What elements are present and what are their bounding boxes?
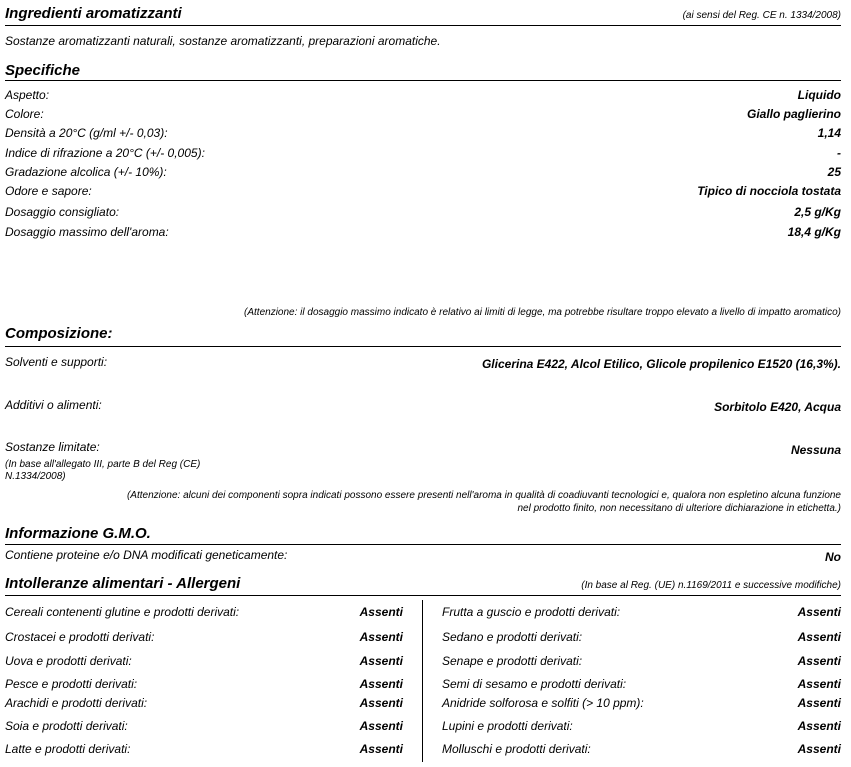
composizione-note-1: (Attenzione: alcuni dei componenti sopra indicati possono essere presenti nell'aroma in qualità di coadiuvanti tecnologici e, qualora non espletino alcuna funzione — [126, 490, 841, 501]
allergen-value-sesamo: Assenti — [797, 677, 841, 691]
spec-label-aspetto: Aspetto: — [5, 88, 50, 102]
spec-label-densita: Densità a 20°C (g/ml +/- 0,03): — [5, 126, 168, 140]
spec-label-odore: Odore e sapore: — [5, 184, 92, 198]
divider — [5, 25, 841, 26]
allergen-value-frutta-guscio: Assenti — [797, 605, 841, 619]
allergen-label-uova: Uova e prodotti derivati: — [5, 654, 132, 668]
allergen-value-pesce: Assenti — [359, 677, 403, 691]
spec-value-dosaggio-massimo: 18,4 g/Kg — [787, 225, 841, 239]
solventi-value: Glicerina E422, Alcol Etilico, Glicole propilenico E1520 (16,3%). — [481, 357, 841, 371]
allergen-label-lupini: Lupini e prodotti derivati: — [442, 719, 573, 733]
dosaggio-note: (Attenzione: il dosaggio massimo indicato è relativo ai limiti di legge, ma potrebbe risultare troppo elevato a livello di impatto aromatico) — [244, 307, 841, 318]
allergen-value-uova: Assenti — [359, 654, 403, 668]
spec-label-gradazione: Gradazione alcolica (+/- 10%): — [5, 165, 167, 179]
spec-value-colore: Giallo paglierino — [746, 107, 841, 121]
allergen-value-senape: Assenti — [797, 654, 841, 668]
allergen-label-soia: Soia e prodotti derivati: — [5, 719, 128, 733]
spec-label-dosaggio-consigliato: Dosaggio consigliato: — [5, 205, 120, 219]
spec-value-gradazione: 25 — [827, 165, 841, 179]
spec-value-aspetto: Liquido — [797, 88, 841, 102]
allergen-value-molluschi: Assenti — [797, 742, 841, 756]
allergen-value-crostacei: Assenti — [359, 630, 403, 644]
allergen-label-senape: Senape e prodotti derivati: — [442, 654, 583, 668]
allergen-value-solfiti: Assenti — [797, 696, 841, 710]
allergen-label-sedano: Sedano e prodotti derivati: — [442, 630, 583, 644]
allergeni-title: Intolleranze alimentari - Allergeni — [5, 575, 241, 592]
additivi-label: Additivi o alimenti: — [5, 398, 102, 412]
solventi-label: Solventi e supporti: — [5, 355, 108, 369]
allergen-label-arachidi: Arachidi e prodotti derivati: — [5, 696, 148, 710]
allergeni-reference: (In base al Reg. (UE) n.1169/2011 e successive modifiche) — [581, 580, 841, 591]
divider — [5, 346, 841, 347]
allergen-label-crostacei: Crostacei e prodotti derivati: — [5, 630, 155, 644]
ingredienti-text: Sostanze aromatizzanti naturali, sostanze aromatizzanti, preparazioni aromatiche. — [5, 34, 441, 48]
divider — [5, 544, 841, 545]
ingredienti-reference: (ai sensi del Reg. CE n. 1334/2008) — [682, 10, 841, 21]
divider — [5, 595, 841, 596]
spec-label-rifrazione: Indice di rifrazione a 20°C (+/- 0,005): — [5, 146, 205, 160]
allergen-value-latte: Assenti — [359, 742, 403, 756]
allergen-value-soia: Assenti — [359, 719, 403, 733]
spec-value-dosaggio-consigliato: 2,5 g/Kg — [794, 205, 841, 219]
spec-label-dosaggio-massimo: Dosaggio massimo dell'aroma: — [5, 225, 169, 239]
specifiche-title: Specifiche — [5, 62, 81, 79]
allergen-label-molluschi: Molluschi e prodotti derivati: — [442, 742, 591, 756]
limitate-label: Sostanze limitate: — [5, 440, 100, 454]
allergen-value-arachidi: Assenti — [359, 696, 403, 710]
allergen-label-frutta-guscio: Frutta a guscio e prodotti derivati: — [442, 605, 621, 619]
gmo-value: No — [825, 550, 841, 564]
spec-value-rifrazione: - — [837, 146, 841, 160]
allergen-value-lupini: Assenti — [797, 719, 841, 733]
ingredienti-title: Ingredienti aromatizzanti — [5, 5, 182, 22]
allergen-label-latte: Latte e prodotti derivati: — [5, 742, 131, 756]
column-divider — [422, 600, 423, 762]
limitate-value: Nessuna — [790, 443, 841, 457]
allergen-value-cereali: Assenti — [359, 605, 403, 619]
gmo-label: Contiene proteine e/o DNA modificati geneticamente: — [5, 548, 288, 562]
allergen-label-sesamo: Semi di sesamo e prodotti derivati: — [442, 677, 627, 691]
allergen-label-cereali: Cereali contenenti glutine e prodotti derivati: — [5, 605, 240, 619]
allergen-label-solfiti: Anidride solforosa e solfiti (> 10 ppm): — [442, 696, 644, 710]
spec-label-colore: Colore: — [5, 107, 44, 121]
divider — [5, 80, 841, 81]
allergen-value-sedano: Assenti — [797, 630, 841, 644]
composizione-note-2: nel prodotto finito, non necessitano di ulteriore dichiarazione in etichetta.) — [517, 503, 841, 514]
allergen-label-pesce: Pesce e prodotti derivati: — [5, 677, 138, 691]
additivi-value: Sorbitolo E420, Acqua — [714, 400, 841, 414]
limitate-subnote-1: (In base all'allegato III, parte B del Reg (CE) — [5, 459, 201, 470]
composizione-title: Composizione: — [5, 325, 113, 342]
gmo-title: Informazione G.M.O. — [5, 525, 151, 542]
limitate-subnote-2: N.1334/2008) — [5, 471, 66, 482]
spec-value-densita: 1,14 — [817, 126, 841, 140]
spec-value-odore: Tipico di nocciola tostata — [697, 184, 841, 198]
